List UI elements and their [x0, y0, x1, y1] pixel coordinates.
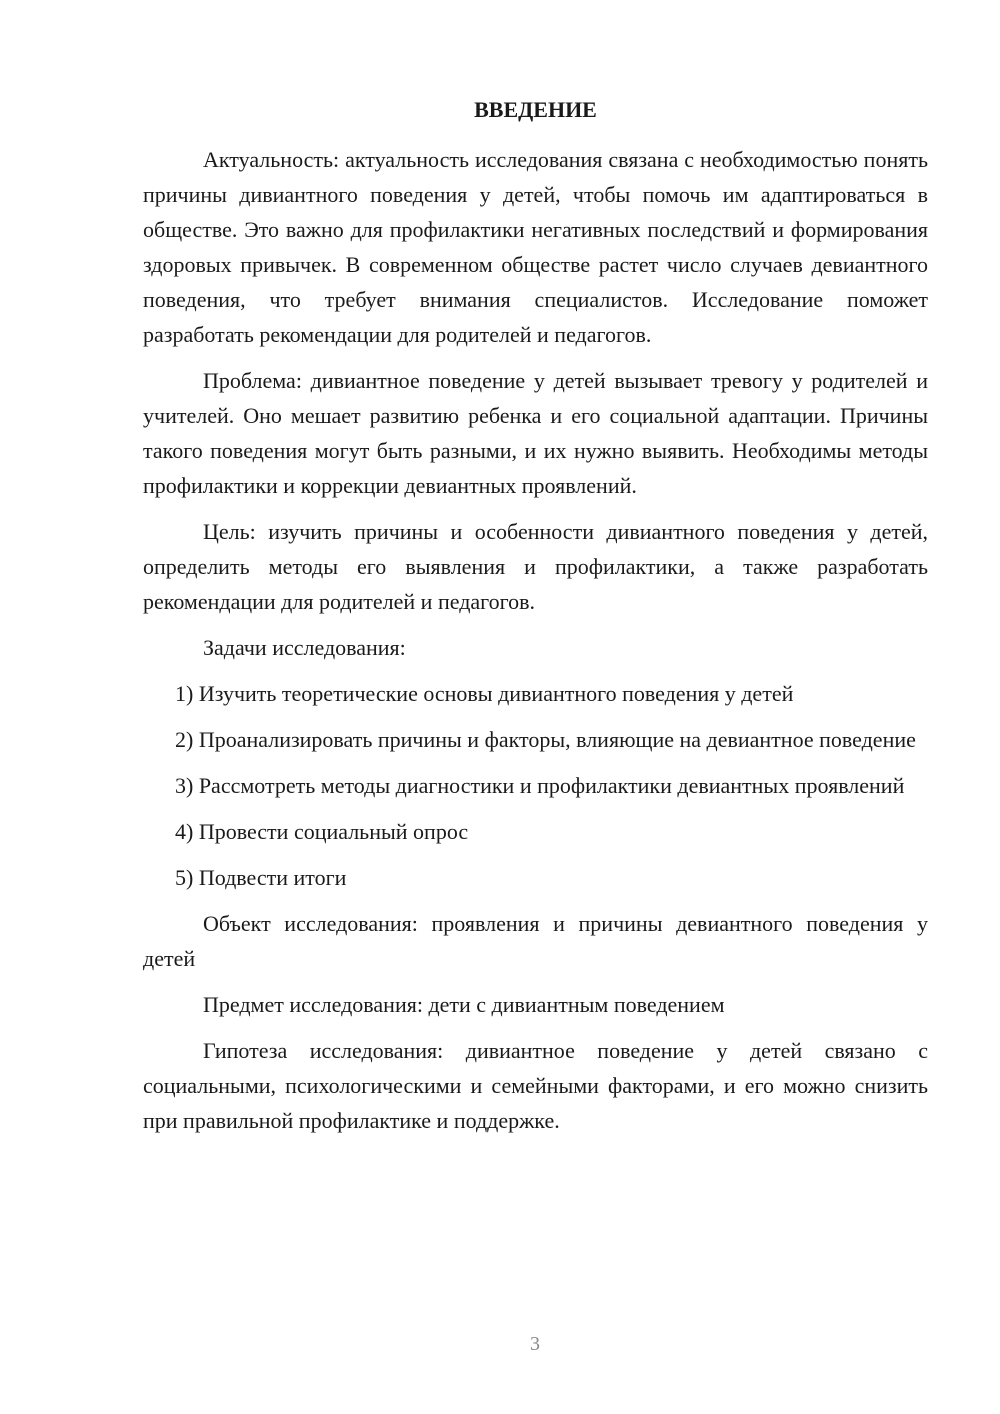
page-number: 3 [530, 1333, 540, 1355]
paragraph-relevance: Актуальность: актуальность исследования связана с необходимостью понять причины дивиантного поведения у детей, чтобы помочь им адаптироваться в обществе. Это важно для профилактики негативных последствий и формирования здоровых привычек. В современном обществе растет число случаев девиантного поведения, что требует внимания специалистов. Исследование поможет разработать рекомендации для родителей и педагогов. [143, 147, 928, 347]
task-item: 2) Проанализировать причины и факторы, влияющие на девиантное поведение [175, 727, 916, 752]
paragraph-problem: Проблема: дивиантное поведение у детей вызывает тревогу у родителей и учителей. Оно мешает развитию ребенка и его социальной адаптации. Причины такого поведения могут быть разными, и их нужно выявить. Необходимы методы профилактики и коррекции девиантных проявлений. [143, 368, 928, 498]
tasks-heading: Задачи исследования: [203, 635, 406, 660]
task-item: 1) Изучить теоретические основы дивиантного поведения у детей [175, 681, 794, 706]
paragraph-goal: Цель: изучить причины и особенности дивиантного поведения у детей, определить методы его выявления и профилактики, а также разработать рекомендации для родителей и педагогов. [143, 519, 928, 614]
task-item: 5) Подвести итоги [175, 865, 347, 890]
task-item: 3) Рассмотреть методы диагностики и профилактики девиантных проявлений [175, 773, 905, 798]
task-item: 4) Провести социальный опрос [175, 819, 469, 844]
section-title: ВВЕДЕНИЕ [474, 97, 597, 122]
document-page [143, 92, 928, 1138]
paragraph-object: Объект исследования: проявления и причины девиантного поведения у детей [143, 911, 928, 971]
paragraph-hypothesis: Гипотеза исследования: дивиантное поведение у детей связано с социальными, психологическими и семейными факторами, и его можно снизить при правильной профилактике и поддержке. [143, 1038, 928, 1133]
paragraph-subject: Предмет исследования: дети с дивиантным поведением [203, 992, 725, 1017]
